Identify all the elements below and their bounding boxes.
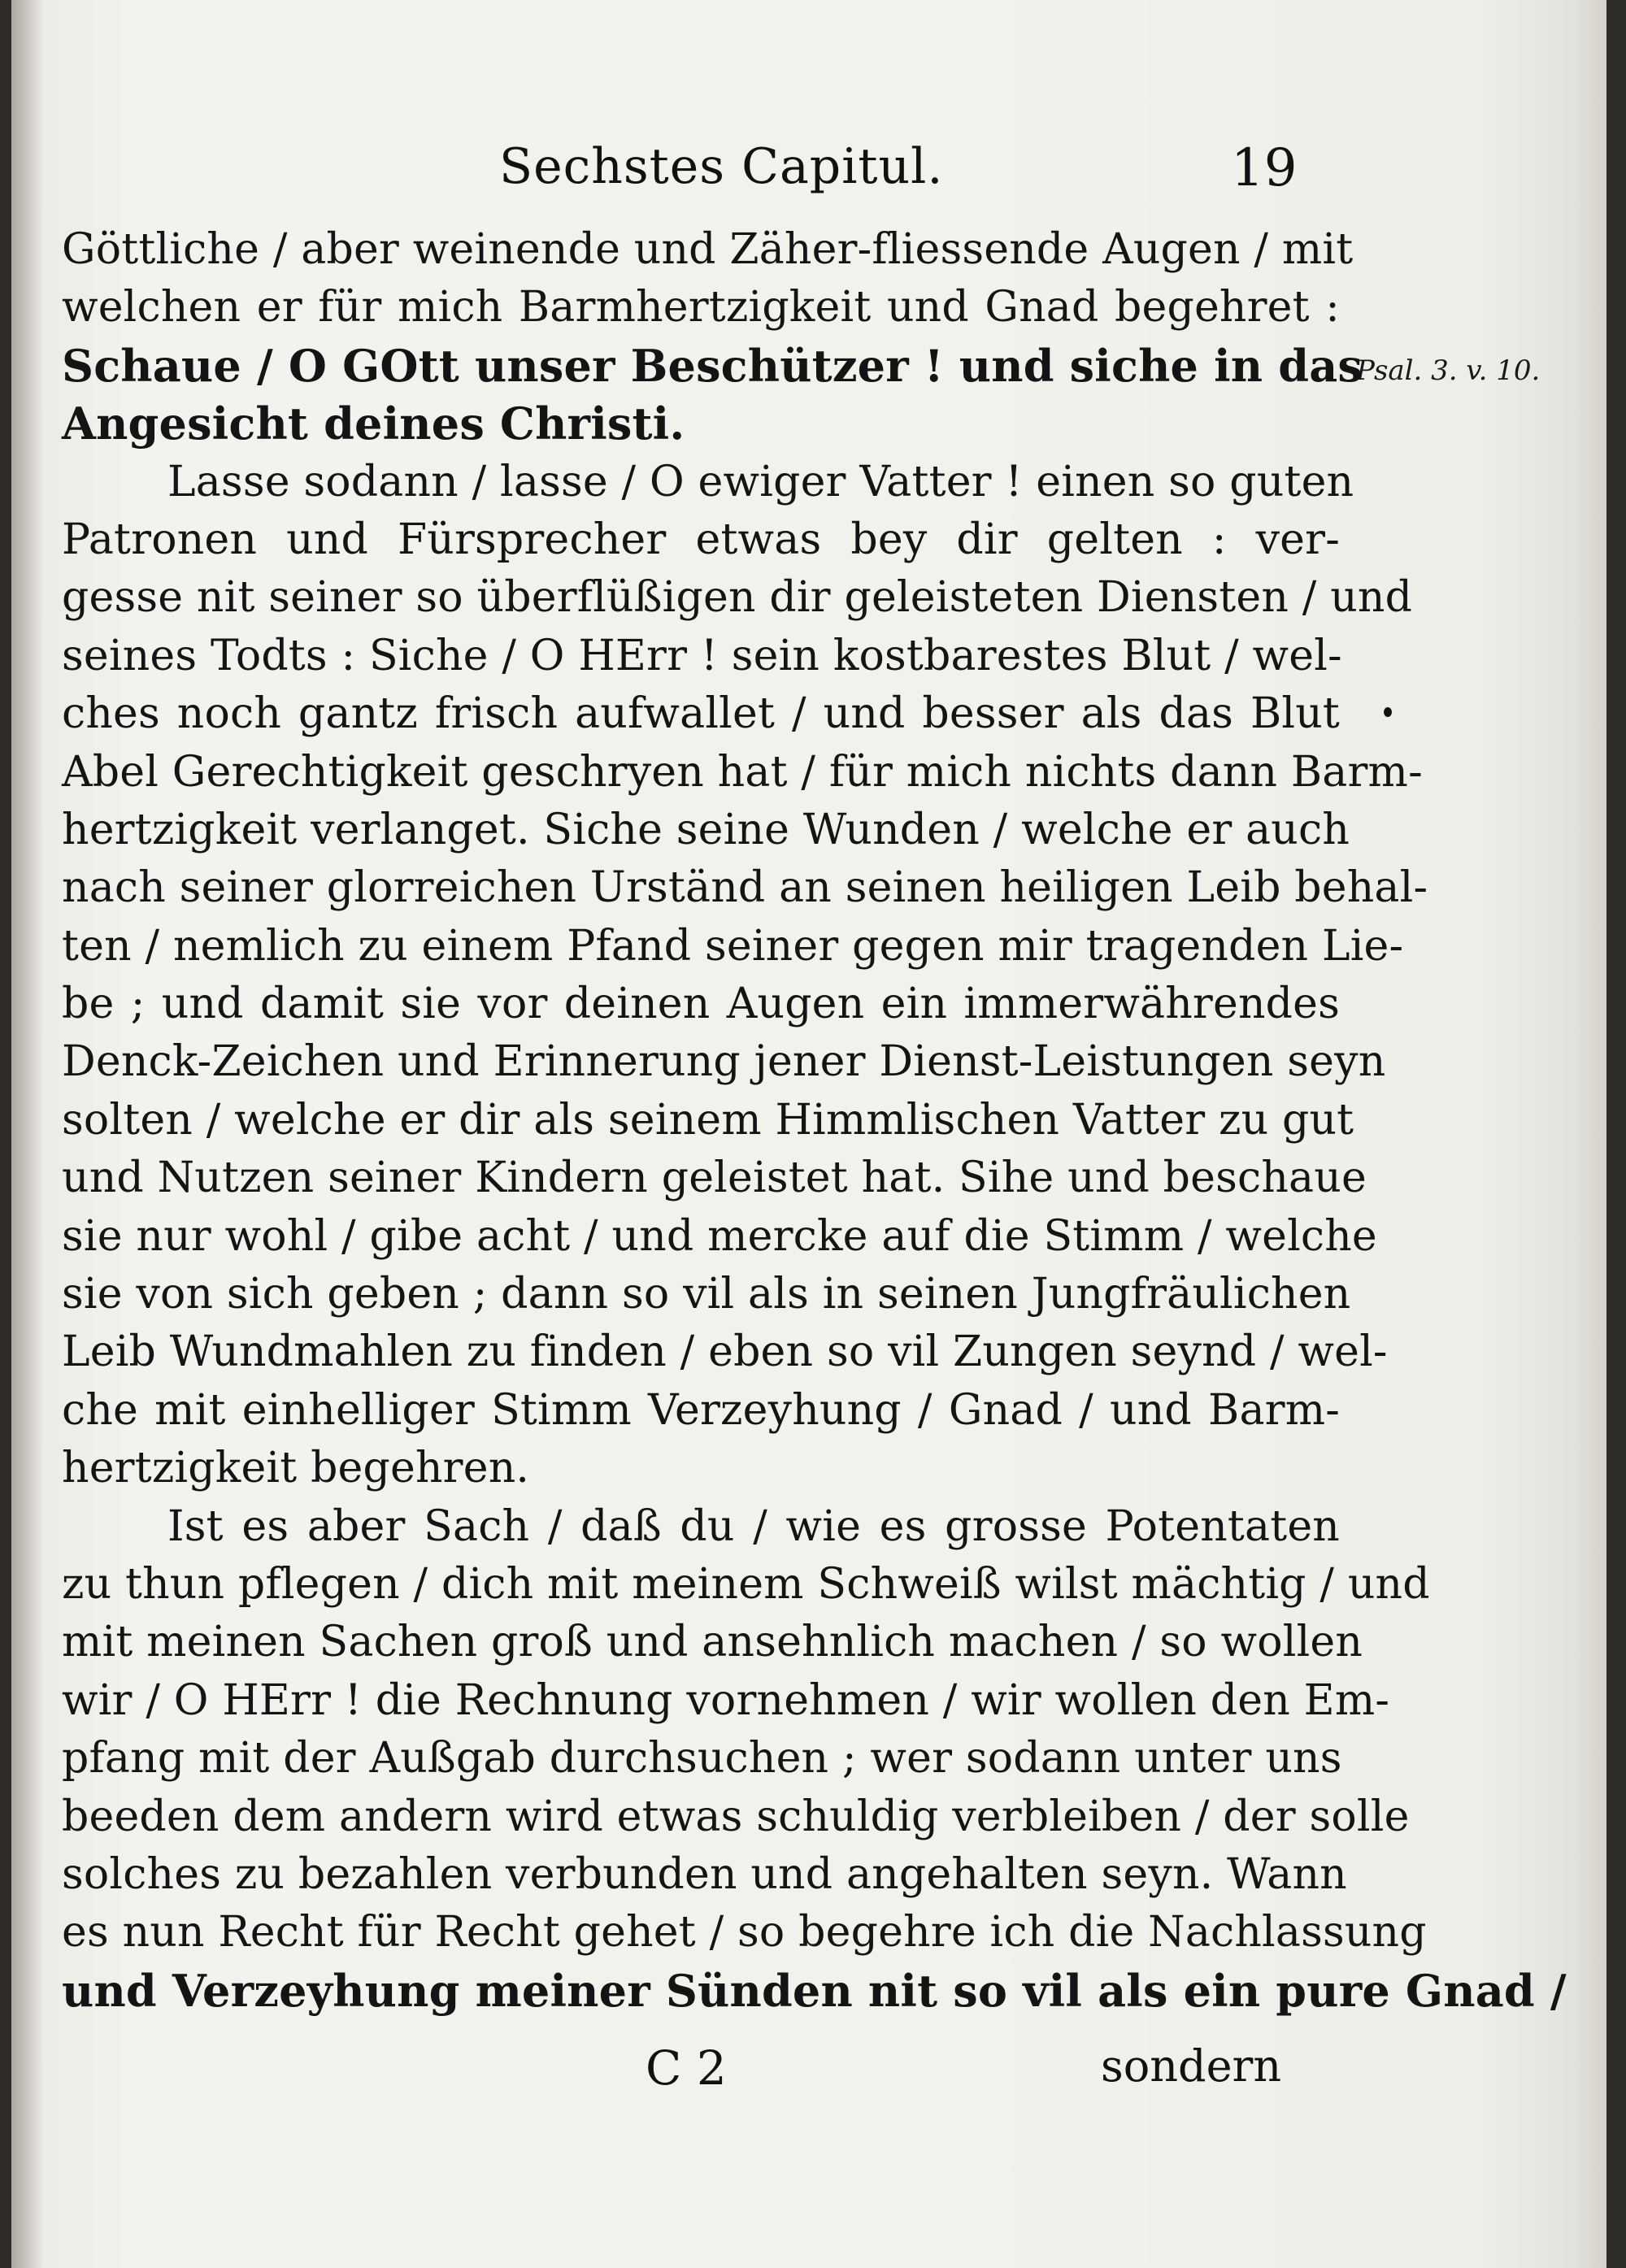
text-line: Göttliche / aber weinende und Zäher-fliessende Augen / mit (62, 225, 1354, 274)
text-line: nach seiner glorreichen Urständ an seinen heiligen Leib behal- (62, 863, 1428, 913)
text-line: und Nutzen seiner Kindern geleistet hat. Sihe und beschaue (62, 1154, 1367, 1203)
text-line: Angesicht deines Christi. (62, 398, 685, 450)
text-line: und Verzeyhung meiner Sünden nit so vil als ein pure Gnad / (62, 1964, 1567, 2017)
text-line: Leib Wundmahlen zu finden / eben so vil Zungen seynd / wel- (62, 1327, 1388, 1377)
text-line: Lasse sodann / lasse / O ewiger Vatter ! einen so guten (167, 457, 1354, 506)
page-footer (11, 2040, 1606, 2105)
text-line: Schaue / O GOtt unser Beschützer ! und siche in das (62, 339, 1363, 392)
margin-note: Psal. 3. v. 10. (1356, 354, 1541, 387)
text-line: hertzigkeit begehren. (62, 1444, 530, 1493)
text-line: Denck-Zeichen und Erinnerung jener Dienst-Leistungen seyn (62, 1037, 1386, 1087)
book-page (11, 0, 1606, 2268)
text-line: ten / nemlich zu einem Pfand seiner gegen mir tragenden Lie- (62, 921, 1404, 971)
text-line: Ist es aber Sach / daß du / wie es grosse Potentaten (167, 1501, 1340, 1551)
text-line: gesse nit seiner so überflüßigen dir geleisteten Diensten / und (62, 573, 1413, 623)
signature-mark: C 2 (646, 2040, 727, 2096)
text-line: pfang mit der Außgab durchsuchen ; wer sodann unter uns (62, 1734, 1342, 1784)
catchword: sondern (1101, 2040, 1282, 2092)
text-line: zu thun pflegen / dich mit meinem Schweiß wilst mächtig / und (62, 1559, 1430, 1609)
text-line: wir / O HErr ! die Rechnung vornehmen / wir wollen den Em- (62, 1675, 1390, 1725)
page-number: 19 (1231, 138, 1298, 198)
page-header (11, 138, 1606, 203)
running-title: Sechstes Capitul. (499, 138, 944, 195)
text-line: che mit einhelliger Stimm Verzeyhung / Gnad / und Barm- (62, 1385, 1340, 1435)
text-line: sie nur wohl / gibe acht / und mercke auf die Stimm / welche (62, 1211, 1377, 1261)
text-line: be ; und damit sie vor deinen Augen ein immerwährendes (62, 980, 1340, 1029)
text-line: es nun Recht für Recht gehet / so begehre ich die Nachlassung (62, 1908, 1427, 1957)
text-line: seines Todts : Siche / O HErr ! sein kostbarestes Blut / wel- (62, 631, 1342, 680)
text-line: solches zu bezahlen verbunden und angehalten seyn. Wann (62, 1849, 1347, 1899)
text-line: hertzigkeit verlanget. Siche seine Wunden / welche er auch (62, 805, 1350, 854)
text-line: sie von sich geben ; dann so vil als in seinen Jungfräulichen (62, 1270, 1351, 1319)
text-line: welchen er für mich Barmhertzigkeit und Gnad begehret : (62, 283, 1340, 332)
text-line: solten / welche er dir als seinem Himmlischen Vatter zu gut (62, 1095, 1354, 1145)
text-line: ches noch gantz frisch aufwallet / und besser als das Blut (62, 689, 1340, 739)
text-line: Patronen und Fürsprecher etwas bey dir gelten : ver- (62, 515, 1340, 564)
text-line: mit meinen Sachen groß und ansehnlich machen / so wollen (62, 1618, 1363, 1667)
text-line: beeden dem andern wird etwas schuldig verbleiben / der solle (62, 1792, 1410, 1841)
ink-mark (1384, 707, 1392, 717)
text-line: Abel Gerechtigkeit geschryen hat / für mich nichts dann Barm- (62, 747, 1423, 797)
